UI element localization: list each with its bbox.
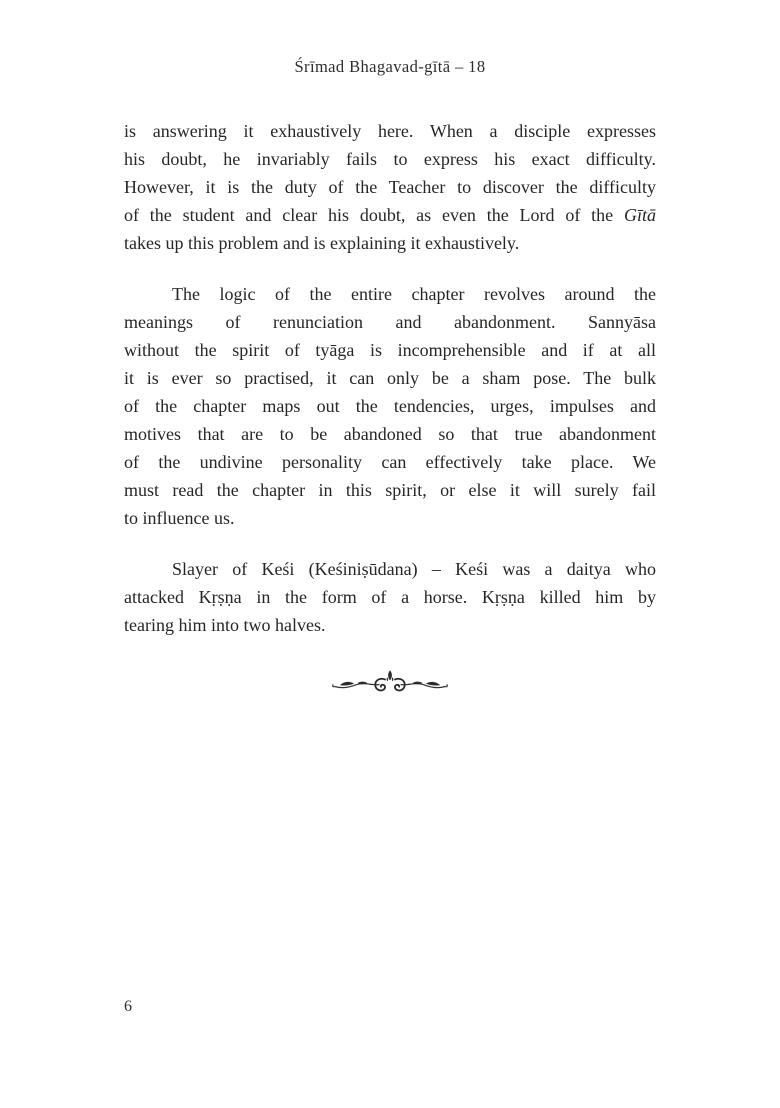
text-segment: of the student and clear his doubt, as even the Lord of the	[124, 205, 614, 225]
floral-divider-icon	[327, 668, 453, 698]
text-line: Slayer of Keśi (Keśiniṣūdana) – Keśi was a daitya who	[172, 559, 656, 579]
text-line: his doubt, he invariably fails to express his exact difficulty.	[124, 149, 656, 169]
text-line: tearing him into two halves.	[124, 615, 326, 635]
paragraph-3	[124, 555, 656, 639]
running-header: Śrīmad Bhagavad-gītā – 18	[294, 57, 486, 76]
text-line: of the undivine personality can effectively take place. We	[124, 452, 656, 472]
text-line: takes up this problem and is explaining it exhaustively.	[124, 233, 520, 253]
paragraph-2	[124, 280, 656, 532]
text-line: without the spirit of tyāga is incomprehensible and if at all	[124, 340, 656, 360]
page-number: 6	[124, 998, 132, 1015]
text-line: to influence us.	[124, 508, 235, 528]
paragraph-1	[124, 117, 656, 257]
text-line: it is ever so practised, it can only be a sham pose. The bulk	[124, 368, 656, 388]
text-line: motives that are to be abandoned so that true abandonment	[124, 424, 656, 444]
text-line: of the chapter maps out the tendencies, urges, impulses and	[124, 396, 656, 416]
text-line: The logic of the entire chapter revolves around the	[172, 284, 656, 304]
italic-term-gita: Gītā	[623, 205, 656, 225]
text-line: must read the chapter in this spirit, or else it will surely fail	[124, 480, 656, 500]
text-line: is answering it exhaustively here. When a disciple expresses	[124, 121, 656, 141]
text-line: meanings of renunciation and abandonment. Sannyāsa	[124, 312, 656, 332]
text-line	[124, 201, 656, 229]
text-line: attacked Kṛṣṇa in the form of a horse. Kṛṣṇa killed him by	[124, 587, 656, 607]
page-body	[124, 117, 656, 639]
text-line: However, it is the duty of the Teacher to discover the difficulty	[124, 177, 656, 197]
